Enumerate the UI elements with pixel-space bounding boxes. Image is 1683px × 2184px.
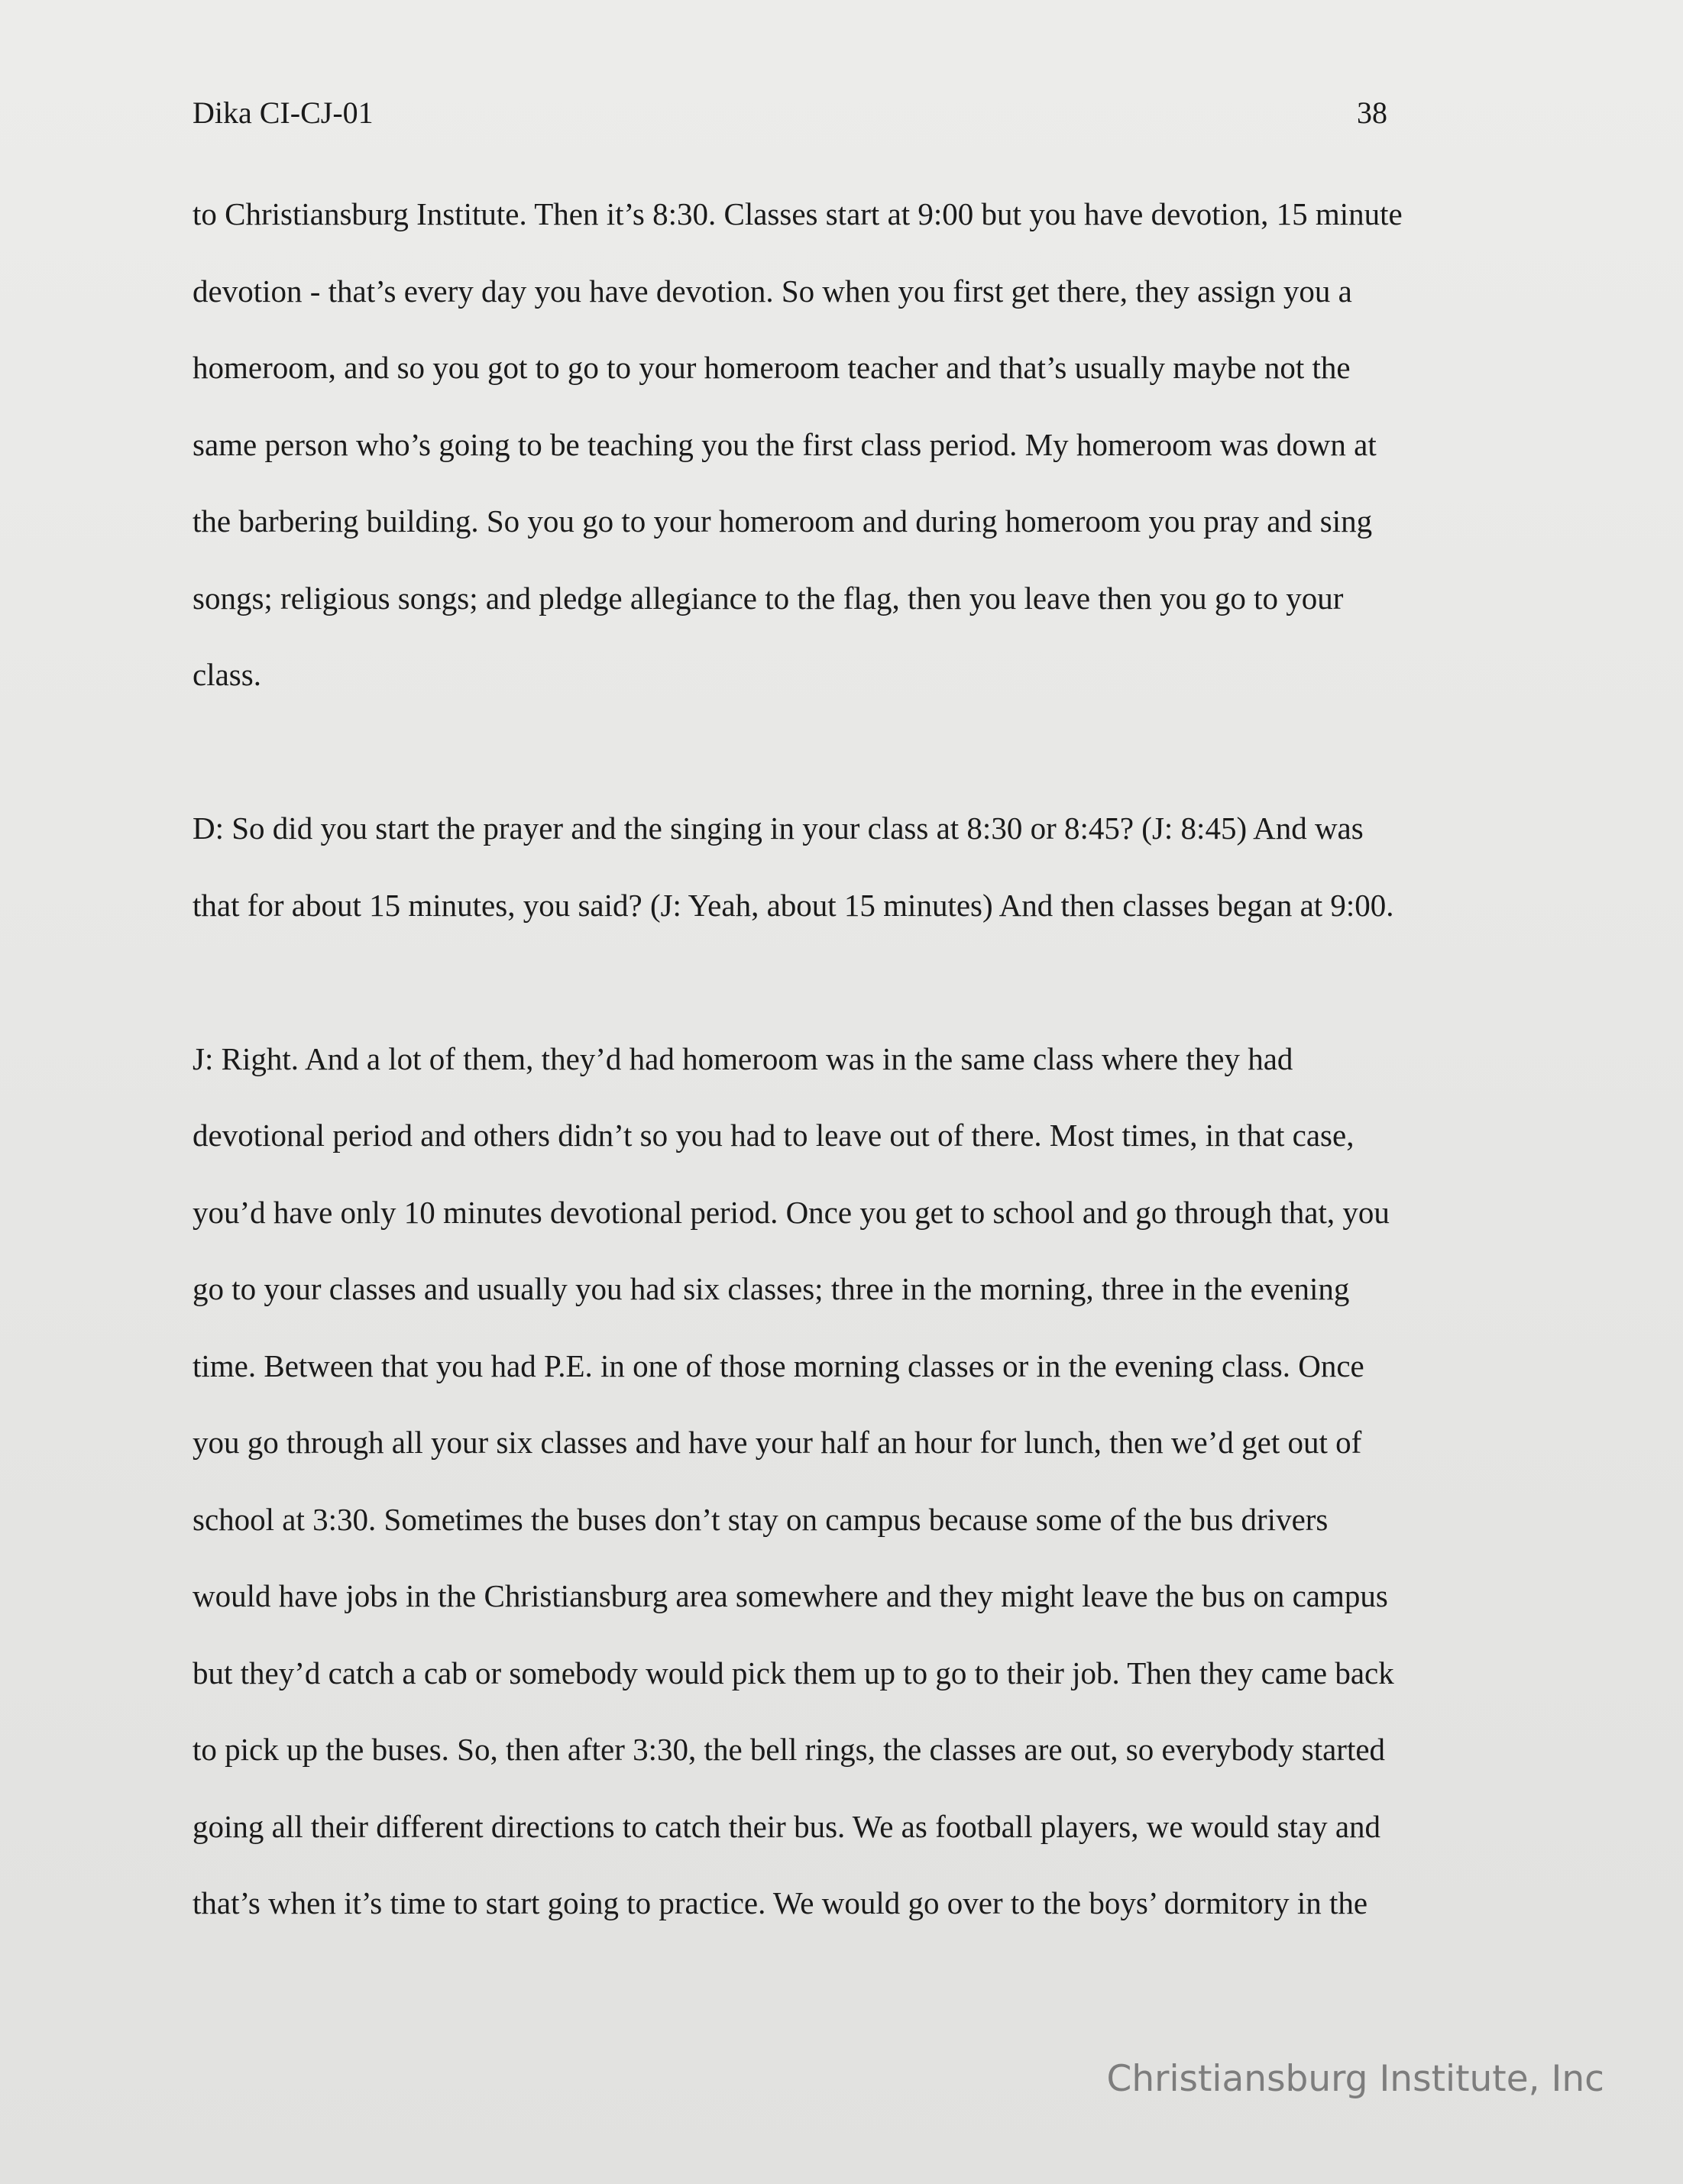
transcript-body (193, 191, 1507, 1957)
document-id: Dika CI-CJ-01 (193, 95, 374, 130)
text-line: class. (193, 657, 261, 692)
text-line: that’s when it’s time to start going to practice. We would go over to the boys’ dormitory in the (193, 1885, 1368, 1920)
paragraph-gap (193, 959, 1507, 1036)
text-line: devotional period and others didn’t so you had to leave out of there. Most times, in that case, (193, 1118, 1354, 1153)
text-line: would have jobs in the Christiansburg area somewhere and they might leave the bus on campus (193, 1578, 1388, 1613)
text-line: to Christiansburg Institute. Then it’s 8:30. Classes start at 9:00 but you have devotion, 15 minute (193, 196, 1403, 231)
text-line: same person who’s going to be teaching you the first class period. My homeroom was down at (193, 426, 1377, 462)
text-line: but they’d catch a cab or somebody would pick them up to go to their job. Then they came back (193, 1655, 1394, 1691)
text-line: go to your classes and usually you had six classes; three in the morning, three in the evening (193, 1271, 1350, 1306)
text-line: school at 3:30. Sometimes the buses don’t stay on campus because some of the bus drivers (193, 1501, 1329, 1537)
text-line: you go through all your six classes and have your half an hour for lunch, then we’d get out of (193, 1425, 1362, 1460)
text-line: devotion - that’s every day you have devotion. So when you first get there, they assign you a (193, 273, 1352, 309)
text-line: songs; religious songs; and pledge allegiance to the flag, then you leave then you go to your (193, 580, 1344, 616)
text-line: you’d have only 10 minutes devotional period. Once you get to school and go through that, you (193, 1194, 1390, 1230)
text-line: to pick up the buses. So, then after 3:30, the bell rings, the classes are out, so everybody started (193, 1732, 1386, 1767)
page-number: 38 (1357, 95, 1387, 130)
text-line: going all their different directions to catch their bus. We as football players, we would stay and (193, 1808, 1381, 1844)
text-line: that for about 15 minutes, you said? (J: Yeah, about 15 minutes) And then classes began at 9:00. (193, 887, 1394, 923)
text-line: time. Between that you had P.E. in one of those morning classes or in the evening class. Once (193, 1348, 1364, 1383)
text-line: the barbering building. So you go to your homeroom and during homeroom you pray and sing (193, 503, 1373, 539)
text-line: D: So did you start the prayer and the singing in your class at 8:30 or 8:45? (J: 8:45) And was (193, 811, 1364, 846)
text-line: homeroom, and so you got to go to your homeroom teacher and that’s usually maybe not the (193, 350, 1351, 385)
paragraph-gap (193, 729, 1507, 806)
text-line: J: Right. And a lot of them, they’d had homeroom was in the same class where they had (193, 1040, 1293, 1076)
watermark: Christiansburg Institute, Inc (1106, 2058, 1604, 2100)
